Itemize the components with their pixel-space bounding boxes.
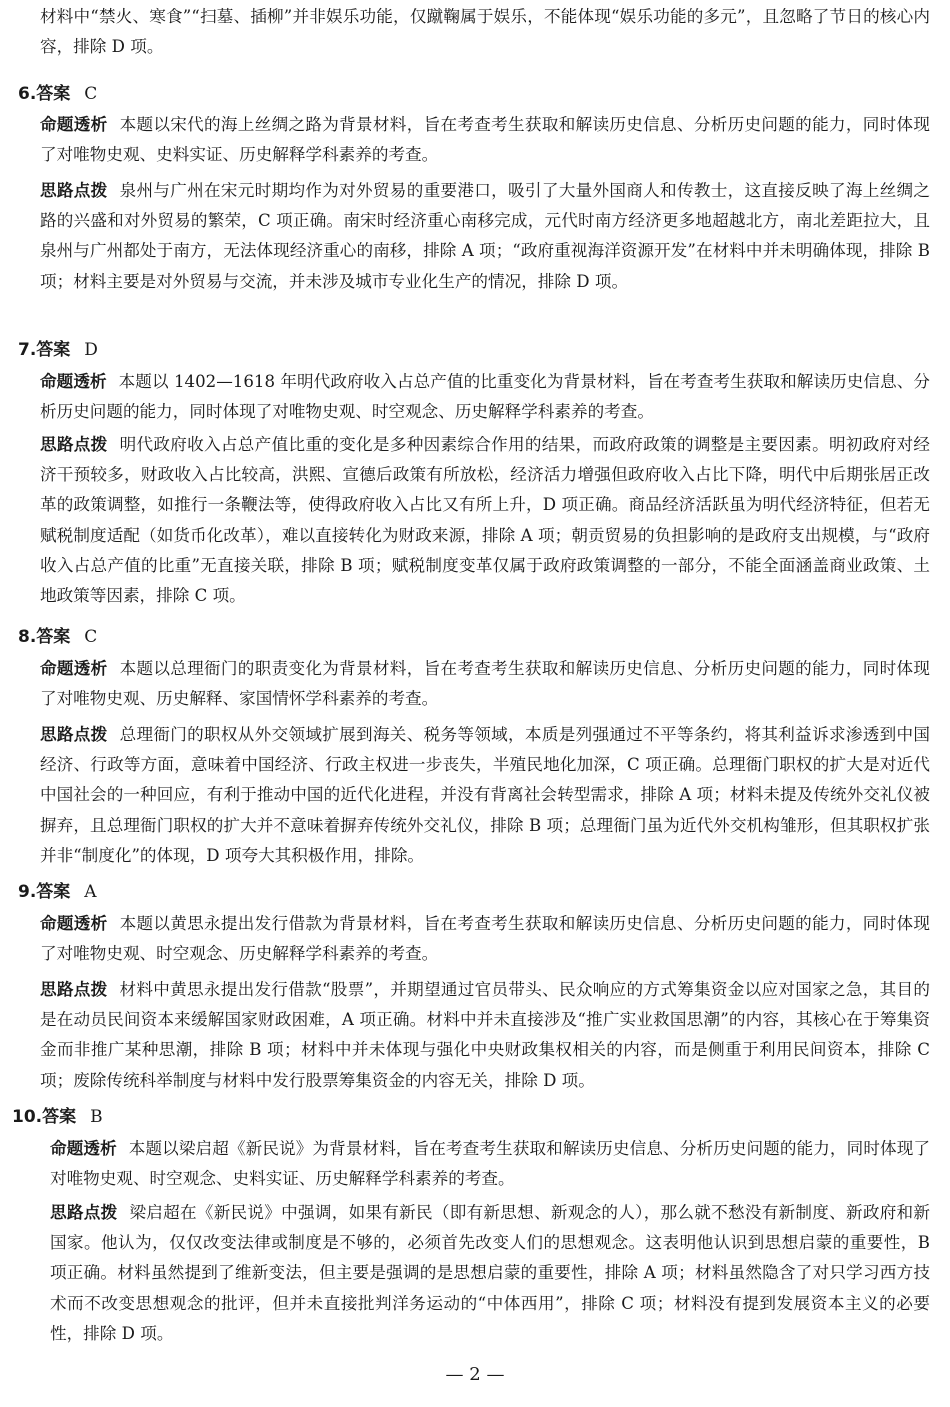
q10-header	[12, 1102, 103, 1132]
q8-answer-label: 答案	[36, 627, 71, 647]
q7-number: 7.	[18, 340, 37, 360]
q9-number: 9.	[18, 882, 37, 902]
q7-analysis-label: 命题透析	[40, 372, 107, 391]
q6-number: 6.	[18, 84, 37, 104]
q9-analysis	[40, 909, 930, 969]
q10-analysis-text: 本题以梁启超《新民说》为背景材料，旨在考查考生获取和解读历史信息、分析历史问题的能力，同时体现了对唯物史观、时空观念、史料实证、历史解释学科素养的考查。	[50, 1139, 931, 1189]
q6-analysis-label: 命题透析	[40, 115, 108, 134]
q8-analysis	[40, 654, 930, 714]
q8-reasoning-label: 思路点拨	[40, 725, 108, 744]
q7-analysis-text: 本题以 1402—1618 年明代政府收入占总产值的比重变化为背景材料，旨在考查考生获取和解读历史信息、分析历史问题的能力，同时体现了对唯物史观、时空观念、历史解释学科素养的考查。	[40, 372, 930, 422]
q9-header	[18, 877, 97, 907]
q7-reasoning-text: 明代政府收入占总产值比重的变化是多种因素综合作用的结果，而政府政策的调整是主要因素。明初政府对经济干预较多，财政收入占比较高，洪熙、宣德后政策有所放松，经济活力增强但政府收入占比下降，明代中后期张居正改革的政策调整，如推行一条鞭法等，使得政府收入占比又有所上升，D 项正确。商品经济活跃虽为明代经济特征，但若无赋税制度适配（如货币化改革），难以直接转化为财政来源，排除 A 项；朝贡贸易的负担影响的是政府支出规模，与“政府收入占总产值的比重”无直接关联，排除 B 项；赋税制度变革仅属于政府政策调整的一部分，不能全面涵盖商业政策、土地政策等因素，排除 C 项。	[40, 435, 930, 606]
q6-reasoning	[40, 176, 930, 297]
q6-analysis	[40, 110, 930, 170]
q9-reasoning-text: 材料中黄思永提出发行借款“股票”，并期望通过官员带头、民众响应的方式筹集资金以应对国家之急，其目的是在动员民间资本来缓解国家财政困难，A 项正确。材料中并未直接涉及“推广实业救国思潮”的内容，其核心在于筹集资金而非推广某种思潮，排除 B 项；材料中并未体现与强化中央财政集权相关的内容，而是侧重于利用民间资本，排除 C 项；废除传统科举制度与材料中发行股票筹集资金的内容无关，排除 D 项。	[40, 980, 931, 1090]
q10-analysis	[50, 1134, 930, 1194]
q9-answer-label: 答案	[36, 882, 71, 902]
q8-header	[18, 622, 97, 652]
q7-header	[18, 335, 98, 365]
q10-answer-label: 答案	[42, 1107, 77, 1127]
q9-analysis-label: 命题透析	[40, 914, 108, 933]
q8-reasoning-text: 总理衙门的职权从外交领域扩展到海关、税务等领域，本质是列强通过不平等条约，将其利益诉求渗透到中国经济、行政等方面，意味着中国经济、行政主权进一步丧失，半殖民地化加深，C 项正确。总理衙门职权的扩大是对近代中国社会的一种回应，有利于推动中国的近代化进程，并没有背离社会转型需求，排除 A 项；材料未提及传统外交礼仪被摒弃，且总理衙门职权的扩大并不意味着摒弃传统外交礼仪，排除 B 项；总理衙门虽为近代外交机构雏形，但其职权扩张并非“制度化”的体现，D 项夸大其积极作用，排除。	[40, 725, 930, 865]
q10-answer: B	[90, 1107, 103, 1127]
q7-answer-label: 答案	[36, 340, 71, 360]
q10-analysis-label: 命题透析	[50, 1139, 117, 1158]
q8-analysis-text: 本题以总理衙门的职责变化为背景材料，旨在考查考生获取和解读历史信息、分析历史问题的能力，同时体现了对唯物史观、历史解释、家国情怀学科素养的考查。	[40, 659, 930, 709]
q6-reasoning-label: 思路点拨	[40, 181, 108, 200]
q9-answer: A	[84, 882, 97, 902]
q8-number: 8.	[18, 627, 37, 647]
q7-answer: D	[84, 340, 98, 360]
q9-reasoning	[40, 975, 930, 1096]
q6-reasoning-text: 泉州与广州在宋元时期均作为对外贸易的重要港口，吸引了大量外国商人和传教士，这直接反映了海上丝绸之路的兴盛和对外贸易的繁荣，C 项正确。南宋时经济重心南移完成，元代时南方经济更多地超越北方，南北差距拉大，且泉州与广州都处于南方，无法体现经济重心的南移，排除 A 项；“政府重视海洋资源开发”在材料中并未明确体现，排除 B 项；材料主要是对外贸易与交流，并未涉及城市专业化生产的情况，排除 D 项。	[40, 181, 930, 291]
continuation-paragraph: 材料中“禁火、寒食”“扫墓、插柳”并非娱乐功能，仅蹴鞠属于娱乐，不能体现“娱乐功能的多元”，且忽略了节日的核心内容，排除 D 项。	[40, 7, 930, 57]
q6-answer: C	[84, 84, 98, 104]
q10-reasoning	[50, 1198, 930, 1349]
q8-reasoning	[40, 720, 930, 871]
q8-analysis-label: 命题透析	[40, 659, 108, 678]
q7-reasoning-label: 思路点拨	[40, 435, 108, 454]
q8-answer: C	[84, 627, 98, 647]
q9-analysis-text: 本题以黄思永提出发行借款为背景材料，旨在考查考生获取和解读历史信息、分析历史问题的能力，同时体现了对唯物史观、时空观念、历史解释学科素养的考查。	[40, 914, 930, 964]
q6-header	[18, 79, 97, 109]
q7-analysis	[40, 367, 930, 427]
q10-reasoning-text: 梁启超在《新民说》中强调，如果有新民（即有新思想、新观念的人），那么就不愁没有新制度、新政府和新国家。他认为，仅仅改变法律或制度是不够的，必须首先改变人们的思想观念。这表明他认识到思想启蒙的重要性，B 项正确。材料虽然提到了维新变法，但主要是强调的是思想启蒙的重要性，排除 A 项；材料虽然隐含了对只学习西方技术而不改变思想观念的批评，但并未直接批判洋务运动的“中体西用”，排除 C 项；材料没有提到发展资本主义的必要性，排除 D 项。	[50, 1203, 931, 1343]
q9-reasoning-label: 思路点拨	[40, 980, 108, 999]
q6-analysis-text: 本题以宋代的海上丝绸之路为背景材料，旨在考查考生获取和解读历史信息、分析历史问题的能力，同时体现了对唯物史观、史料实证、历史解释学科素养的考查。	[40, 115, 930, 165]
q6-answer-label: 答案	[36, 84, 71, 104]
q10-reasoning-label: 思路点拨	[50, 1203, 118, 1222]
q7-reasoning	[40, 430, 930, 611]
page-number: — 2 —	[445, 1364, 505, 1385]
q10-number: 10.	[12, 1107, 43, 1127]
